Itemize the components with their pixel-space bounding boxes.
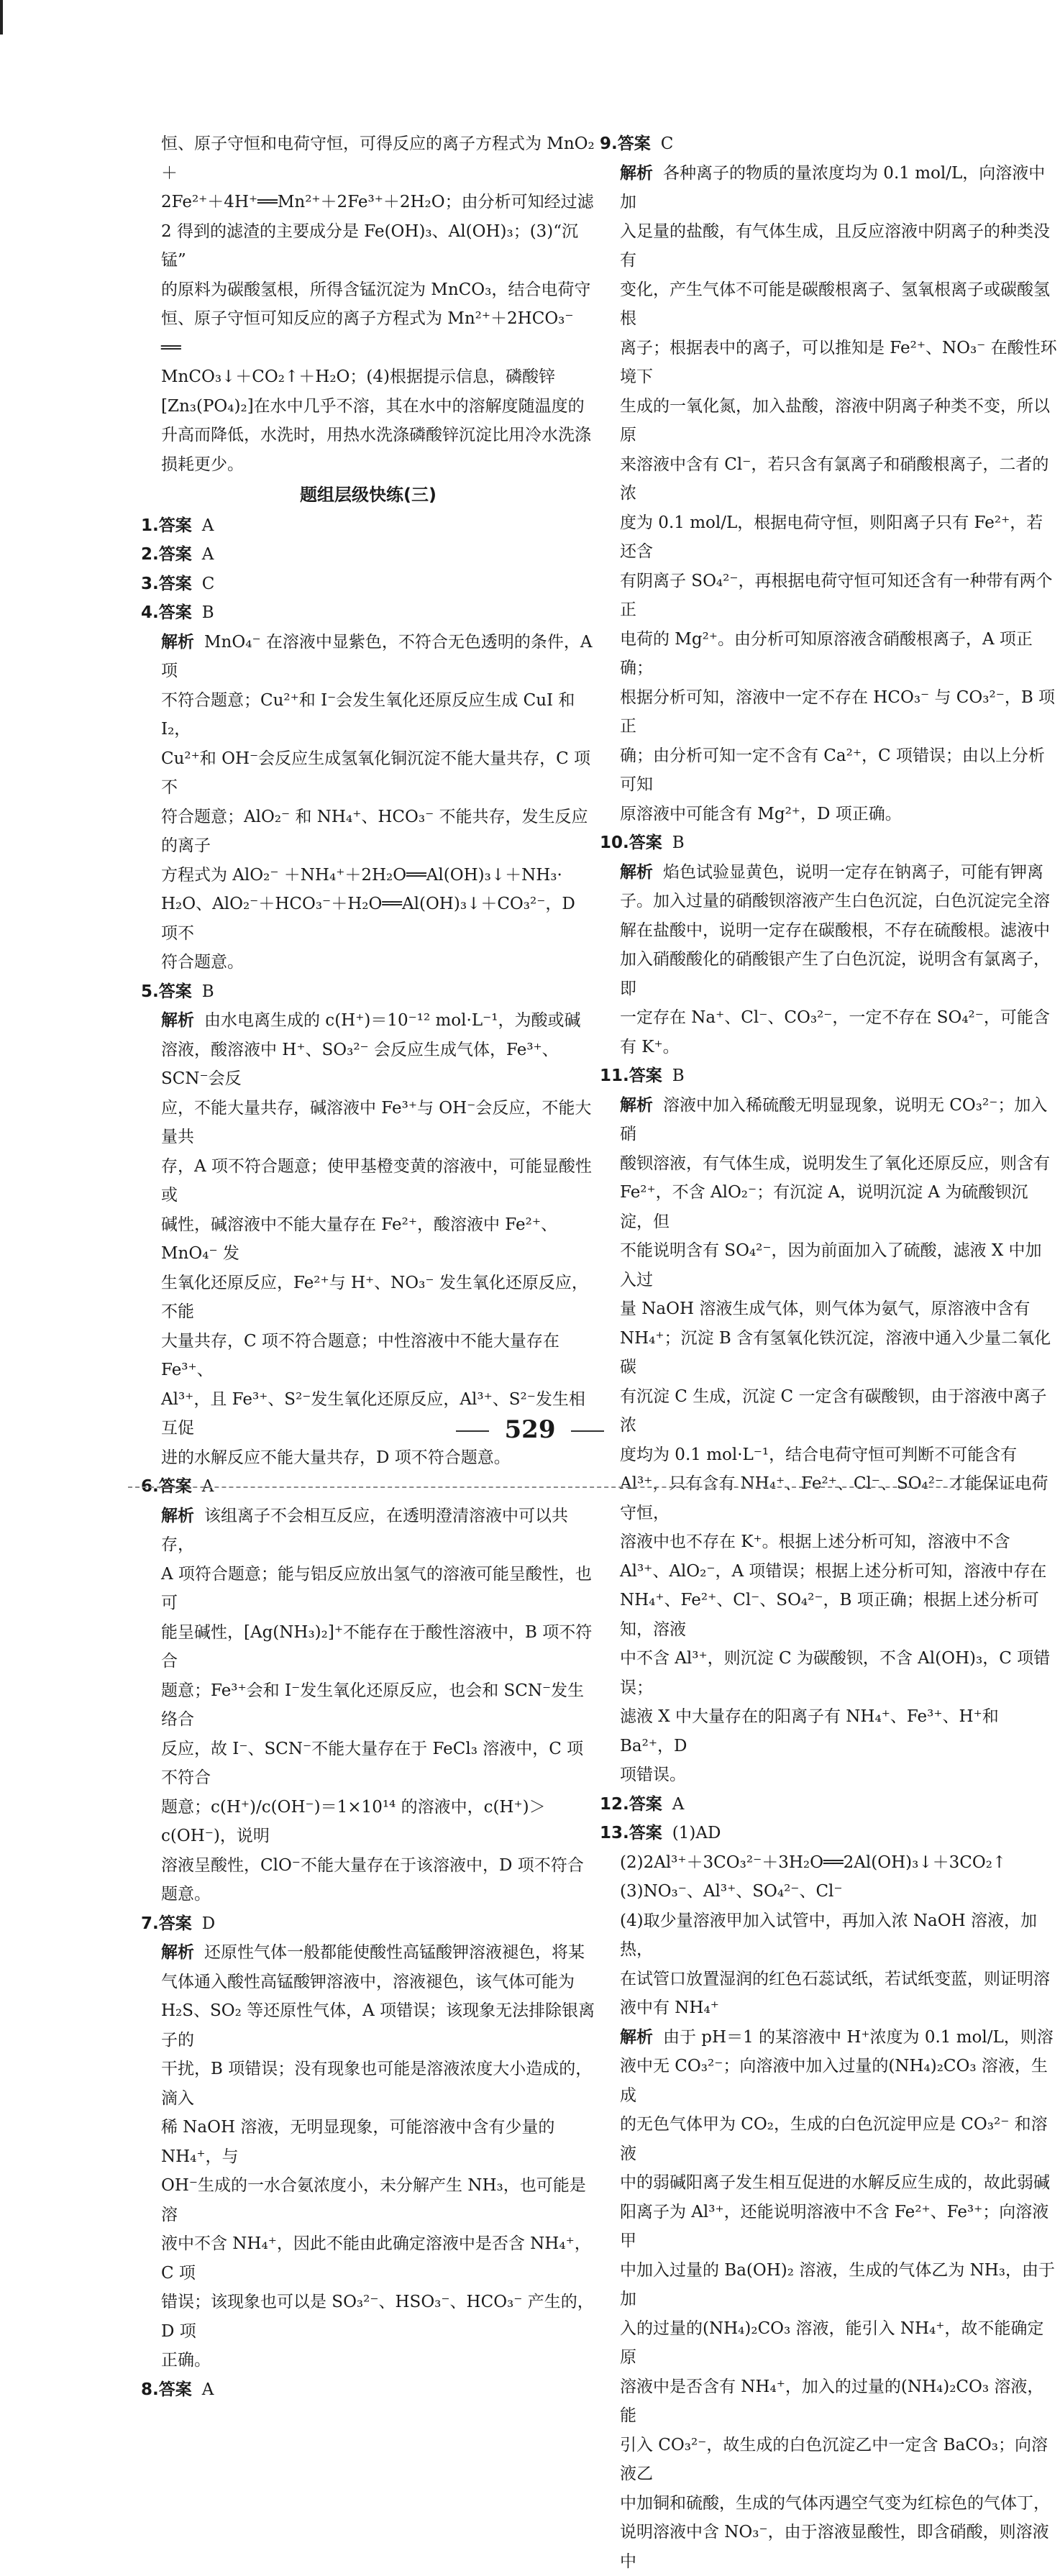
text-line: 正确。 xyxy=(141,2346,595,2375)
question-7-answer xyxy=(141,1909,595,1939)
text-line: 符合题意。 xyxy=(141,948,595,977)
footer-dash-right xyxy=(571,1430,604,1432)
answer-label: 答案 xyxy=(159,603,192,622)
question-number: 10. xyxy=(600,833,629,852)
left-column xyxy=(141,129,595,2404)
text-line: 入的过量的(NH₄)₂CO₃ 溶液，能引入 NH₄⁺，故不能确定原 xyxy=(600,2314,1057,2372)
text-line: 引入 CO₃²⁻，故生成的白色沉淀乙中一定含 BaCO₃；向溶液乙 xyxy=(600,2431,1057,2489)
text-line: OH⁻生成的一水合氨浓度小，未分解产生 NH₃，也可能是溶 xyxy=(141,2171,595,2229)
answer-value: A xyxy=(202,1477,214,1496)
text-line: 中不含 Al³⁺，则沉淀 C 为碳酸钡，不含 Al(OH)₃，C 项错误； xyxy=(600,1644,1057,1702)
text-line: 溶液呈酸性，ClO⁻不能大量存在于该溶液中，D 项不符合 xyxy=(141,1851,595,1881)
question-number: 7. xyxy=(141,1914,159,1933)
answer-label: 答案 xyxy=(159,982,192,1001)
text-line: 题意。 xyxy=(141,1880,595,1909)
text-line: 碱性，碱溶液中不能大量存在 Fe²⁺，酸溶液中 Fe²⁺、MnO₄⁻ 发 xyxy=(141,1210,595,1269)
text-line: 量 NaOH 溶液生成气体，则气体为氨气，原溶液中含有 xyxy=(600,1294,1057,1324)
question-5-analysis xyxy=(141,1006,595,1472)
text-line: (2)2Al³⁺＋3CO₃²⁻＋3H₂O══2Al(OH)₃↓＋3CO₂↑ xyxy=(600,1848,1057,1878)
question-9-analysis xyxy=(600,159,1057,829)
text-line: 大量共存，C 项不符合题意；中性溶液中不能大量存在 Fe³⁺、 xyxy=(141,1327,595,1385)
continued-explanation xyxy=(141,129,595,479)
text-line: (3)NO₃⁻、Al³⁺、SO₄²⁻、Cl⁻ xyxy=(600,1877,1057,1906)
text-line: 生氧化还原反应，Fe²⁺与 H⁺、NO₃⁻ 发生氧化还原反应，不能 xyxy=(141,1269,595,1327)
answer-label: 答案 xyxy=(629,1067,662,1085)
text-line: 恒、原子守恒和电荷守恒，可得反应的离子方程式为 MnO₂＋ xyxy=(141,129,595,188)
footer-dash-left xyxy=(456,1430,489,1432)
answer-value: A xyxy=(672,1795,685,1814)
answer-label: 答案 xyxy=(159,516,192,535)
answer-value: (1)AD xyxy=(672,1824,721,1842)
answer-label: 答案 xyxy=(159,2380,192,2399)
text-line: 错误；该现象也可以是 SO₃²⁻、HSO₃⁻、HCO₃⁻ 产生的，D 项 xyxy=(141,2288,595,2346)
answer-label: 答案 xyxy=(618,134,651,153)
text-line: 恒、原子守恒可知反应的离子方程式为 Mn²⁺＋2HCO₃⁻ ══ xyxy=(141,304,595,362)
text-line: 中的弱碱阳离子发生相互促进的水解反应生成的，故此弱碱 xyxy=(600,2168,1057,2198)
text-line xyxy=(141,1502,595,1560)
question-number: 11. xyxy=(600,1067,629,1085)
analysis-label: 解析 xyxy=(161,1011,194,1030)
page-number: 529 xyxy=(505,1415,556,1444)
text-span: 还原性气体一般都能使酸性高锰酸钾溶液褪色，将某 xyxy=(204,1943,585,1962)
text-line: 的原料为碳酸氢根，所得含锰沉淀为 MnCO₃，结合电荷守 xyxy=(141,275,595,305)
question-number: 6. xyxy=(141,1477,159,1496)
text-line: 原溶液中可能含有 Mg²⁺，D 项正确。 xyxy=(600,800,1057,829)
text-line: (4)取少量溶液甲加入试管中，再加入浓 NaOH 溶液，加热， xyxy=(600,1906,1057,1965)
text-line xyxy=(600,858,1057,887)
answer-value: B xyxy=(672,833,685,852)
text-line: 进的水解反应不能大量共存，D 项不符合题意。 xyxy=(141,1443,595,1473)
text-line: 稀 NaOH 溶液，无明显现象，可能溶液中含有少量的 NH₄⁺，与 xyxy=(141,2113,595,2171)
text-line: 离子；根据表中的离子，可以推知是 Fe²⁺、NO₃⁻ 在酸性环境下 xyxy=(600,334,1057,392)
text-line: Fe²⁺，不含 AlO₂⁻；有沉淀 A，说明沉淀 A 为硫酸钡沉淀，但 xyxy=(600,1178,1057,1236)
text-line xyxy=(141,628,595,686)
section-title: 题组层级快练(三) xyxy=(141,480,595,510)
question-number: 2. xyxy=(141,545,159,564)
answer-value: A xyxy=(202,545,214,564)
text-line: 应，不能大量共存，碱溶液中 Fe³⁺与 OH⁻会反应，不能大量共 xyxy=(141,1094,595,1152)
text-line: 有沉淀 C 生成，沉淀 C 一定含有碳酸钡，由于溶液中离子浓 xyxy=(600,1382,1057,1440)
page-edge-mark xyxy=(0,0,3,35)
text-line: 题意；c(H⁺)/c(OH⁻)＝1×10¹⁴ 的溶液中，c(H⁺)＞c(OH⁻)，说明 xyxy=(141,1793,595,1851)
text-line: 反应，故 I⁻、SCN⁻不能大量存在于 FeCl₃ 溶液中，C 项不符合 xyxy=(141,1735,595,1793)
text-line: 中加铜和硫酸，生成的气体丙遇空气变为红棕色的气体丁， xyxy=(600,2489,1057,2518)
answer-label: 答案 xyxy=(159,1477,192,1496)
text-line: 在试管口放置湿润的红色石蕊试纸，若试纸变蓝，则证明溶 xyxy=(600,1965,1057,1994)
text-line: 阳离子为 Al³⁺，还能说明溶液中不含 Fe²⁺、Fe³⁺；向溶液甲 xyxy=(600,2198,1057,2256)
question-10-answer xyxy=(600,828,1057,858)
text-line: 来溶液中含有 Cl⁻，若只含有氯离子和硝酸根离子，二者的浓 xyxy=(600,450,1057,508)
text-line: 电荷的 Mg²⁺。由分析可知原溶液含硝酸根离子，A 项正确； xyxy=(600,625,1057,683)
question-number: 5. xyxy=(141,982,159,1001)
text-line: 溶液中也不存在 K⁺。根据上述分析可知，溶液中不含 xyxy=(600,1527,1057,1557)
text-line: 子。加入过量的硝酸钡溶液产生白色沉淀，白色沉淀完全溶 xyxy=(600,887,1057,916)
text-line xyxy=(600,1091,1057,1149)
answer-label: 答案 xyxy=(159,575,192,593)
text-line: Cu²⁺和 OH⁻会反应生成氢氧化铜沉淀不能大量共存，C 项不 xyxy=(141,744,595,803)
text-line: 损耗更少。 xyxy=(141,450,595,480)
answer-label: 答案 xyxy=(629,1795,662,1814)
text-line: Al³⁺，只有含有 NH₄⁺、Fe²⁺、Cl⁻、SO₄²⁻ 才能保证电荷守恒， xyxy=(600,1469,1057,1527)
question-2-answer xyxy=(141,540,595,570)
analysis-label: 解析 xyxy=(161,633,194,652)
text-span: 溶液中加入稀硫酸无明显现象，说明无 CO₃²⁻；加入硝 xyxy=(620,1096,1047,1144)
text-line: 度为 0.1 mol/L，根据电荷守恒，则阳离子只有 Fe²⁺，若还含 xyxy=(600,508,1057,567)
answer-value: B xyxy=(202,603,214,622)
text-line: 液中无 CO₃²⁻；向溶液中加入过量的(NH₄)₂CO₃ 溶液，生成 xyxy=(600,2052,1057,2110)
question-3-answer xyxy=(141,570,595,599)
text-line: 根据分析可知，溶液中一定不存在 HCO₃⁻ 与 CO₃²⁻，B 项正 xyxy=(600,683,1057,741)
text-line xyxy=(600,2023,1057,2052)
text-line: 有阴离子 SO₄²⁻，再根据电荷守恒可知还含有一种带有两个正 xyxy=(600,567,1057,625)
text-line: 符合题意；AlO₂⁻ 和 NH₄⁺、HCO₃⁻ 不能共存，发生反应的离子 xyxy=(141,803,595,861)
text-line: 溶液，酸溶液中 H⁺、SO₃²⁻ 会反应生成气体，Fe³⁺、SCN⁻会反 xyxy=(141,1036,595,1094)
footer-divider xyxy=(128,1486,1020,1488)
answer-value: A xyxy=(202,2380,214,2399)
text-line: 度均为 0.1 mol·L⁻¹，结合电荷守恒可判断不可能含有 xyxy=(600,1440,1057,1470)
question-13-answer xyxy=(600,1819,1057,1848)
text-line: 题意；Fe³⁺会和 I⁻发生氧化还原反应，也会和 SCN⁻发生络合 xyxy=(141,1676,595,1735)
text-line: 液中有 NH₄⁺ xyxy=(600,1993,1057,2023)
question-1-answer xyxy=(141,511,595,541)
text-line: 液中不含 NH₄⁺，因此不能由此确定溶液中是否含 NH₄⁺，C 项 xyxy=(141,2229,595,2288)
text-line: Al³⁺，且 Fe³⁺、S²⁻发生氧化还原反应，Al³⁺、S²⁻发生相互促 xyxy=(141,1385,595,1443)
text-line: 加入硝酸酸化的硝酸银产生了白色沉淀，说明含有氯离子，即 xyxy=(600,945,1057,1003)
text-line: MnCO₃↓＋CO₂↑＋H₂O；(4)根据提示信息，磷酸锌 xyxy=(141,362,595,392)
text-line: 不符合题意；Cu²⁺和 I⁻会发生氧化还原反应生成 CuI 和 I₂， xyxy=(141,686,595,744)
text-line: NH₄⁺；沉淀 B 含有氢氧化铁沉淀，溶液中通入少量二氧化碳 xyxy=(600,1324,1057,1382)
text-line: [Zn₃(PO₄)₂]在水中几乎不溶，其在水中的溶解度随温度的 xyxy=(141,392,595,421)
question-9-answer xyxy=(600,129,1057,159)
text-line: 不能说明含有 SO₄²⁻，因为前面加入了硫酸，滤液 X 中加入过 xyxy=(600,1236,1057,1294)
text-line: 升高而降低，水洗时，用热水洗涤磷酸锌沉淀比用冷水洗涤 xyxy=(141,421,595,450)
text-line: 方程式为 AlO₂⁻ ＋NH₄⁺＋2H₂O══Al(OH)₃↓＋NH₃· xyxy=(141,861,595,890)
question-4-analysis xyxy=(141,628,595,977)
analysis-label: 解析 xyxy=(161,1943,194,1962)
answer-label: 答案 xyxy=(159,1914,192,1933)
text-line: 2Fe²⁺＋4H⁺══Mn²⁺＋2Fe³⁺＋2H₂O；由分析可知经过滤 xyxy=(141,188,595,217)
text-line: 变化，产生气体不可能是碳酸根离子、氢氧根离子或碳酸氢根 xyxy=(600,275,1057,334)
text-line: 项错误。 xyxy=(600,1760,1057,1790)
right-column xyxy=(600,129,1057,2576)
question-6-analysis xyxy=(141,1502,595,1909)
text-line: 酸钡溶液，有气体生成，说明发生了氧化还原反应，则含有 xyxy=(600,1149,1057,1179)
question-10-analysis xyxy=(600,858,1057,1062)
answer-label: 答案 xyxy=(629,833,662,852)
text-line: 存，A 项不符合题意；使甲基橙变黄的溶液中，可能显酸性或 xyxy=(141,1152,595,1210)
question-7-analysis xyxy=(141,1938,595,2375)
text-span: 由水电离生成的 c(H⁺)＝10⁻¹² mol·L⁻¹，为酸或碱 xyxy=(204,1011,580,1030)
answer-value: D xyxy=(202,1914,215,1933)
question-number: 8. xyxy=(141,2380,159,2399)
question-number: 3. xyxy=(141,575,159,593)
page-number-footer xyxy=(0,1415,1060,1444)
text-line: H₂S、SO₂ 等还原性气体，A 项错误；该现象无法排除银离子的 xyxy=(141,1996,595,2055)
text-line: 溶液中是否含有 NH₄⁺，加入的过量的(NH₄)₂CO₃ 溶液，能 xyxy=(600,2372,1057,2431)
text-line xyxy=(141,1006,595,1036)
answer-value: B xyxy=(672,1067,685,1085)
question-number: 9. xyxy=(600,134,618,153)
answer-label: 答案 xyxy=(629,1824,662,1842)
analysis-label: 解析 xyxy=(620,164,653,183)
text-span: 焰色试验显黄色，说明一定存在钠离子，可能有钾离 xyxy=(663,863,1043,882)
question-13-answer-lines xyxy=(600,1848,1057,2023)
question-5-answer xyxy=(141,977,595,1007)
text-line: 滤液 X 中大量存在的阳离子有 NH₄⁺、Fe³⁺、H⁺和 Ba²⁺，D xyxy=(600,1702,1057,1760)
question-8-answer xyxy=(141,2375,595,2405)
text-span: 该组离子不会相互反应，在透明澄清溶液中可以共存， xyxy=(161,1507,568,1555)
question-13-analysis xyxy=(600,2023,1057,2576)
text-line: NH₄⁺、Fe²⁺、Cl⁻、SO₄²⁻，B 项正确；根据上述分析可知，溶液 xyxy=(600,1586,1057,1644)
text-line: 干扰，B 项错误；没有现象也可能是溶液浓度大小造成的，滴入 xyxy=(141,2055,595,2113)
analysis-label: 解析 xyxy=(620,1096,653,1115)
question-12-answer xyxy=(600,1790,1057,1819)
answer-value: A xyxy=(202,516,214,535)
text-line: 中加入过量的 Ba(OH)₂ 溶液，生成的气体乙为 NH₃，由于加 xyxy=(600,2256,1057,2314)
text-line: 气体通入酸性高锰酸钾溶液中，溶液褪色，该气体可能为 xyxy=(141,1968,595,1997)
question-11-answer xyxy=(600,1061,1057,1091)
text-line: 能呈碱性，[Ag(NH₃)₂]⁺不能存在于酸性溶液中，B 项不符合 xyxy=(141,1618,595,1676)
text-line: Al³⁺、AlO₂⁻，A 项错误；根据上述分析可知，溶液中存在 xyxy=(600,1557,1057,1586)
question-number: 1. xyxy=(141,516,159,535)
text-line: 说明溶液中含 NO₃⁻，由于溶液显酸性，即含硝酸，则溶液中 xyxy=(600,2518,1057,2576)
analysis-label: 解析 xyxy=(620,2028,653,2047)
answer-value: C xyxy=(661,134,674,153)
question-number: 12. xyxy=(600,1795,629,1814)
text-span: 由于 pH＝1 的某溶液中 H⁺浓度为 0.1 mol/L，则溶 xyxy=(663,2028,1054,2047)
answer-label: 答案 xyxy=(159,545,192,564)
text-line: 入足量的盐酸，有气体生成，且反应溶液中阴离子的种类没有 xyxy=(600,217,1057,275)
question-number: 4. xyxy=(141,603,159,622)
text-line: 一定存在 Na⁺、Cl⁻、CO₃²⁻，一定不存在 SO₄²⁻，可能含有 K⁺。 xyxy=(600,1003,1057,1061)
text-line xyxy=(141,1938,595,1968)
text-line: H₂O、AlO₂⁻＋HCO₃⁻＋H₂O══Al(OH)₃↓＋CO₃²⁻，D 项不 xyxy=(141,890,595,948)
text-line: 生成的一氧化氮，加入盐酸，溶液中阴离子种类不变，所以原 xyxy=(600,392,1057,450)
question-4-answer xyxy=(141,598,595,628)
answer-value: B xyxy=(202,982,214,1001)
text-span: 各种离子的物质的量浓度均为 0.1 mol/L，向溶液中加 xyxy=(620,164,1045,212)
analysis-label: 解析 xyxy=(161,1507,194,1525)
text-line: 的无色气体甲为 CO₂，生成的白色沉淀甲应是 CO₃²⁻ 和溶液 xyxy=(600,2110,1057,2168)
analysis-label: 解析 xyxy=(620,863,653,882)
text-line xyxy=(600,159,1057,217)
question-number: 13. xyxy=(600,1824,629,1842)
text-line: 确；由分析可知一定不含有 Ca²⁺，C 项错误；由以上分析可知 xyxy=(600,741,1057,800)
answer-value: C xyxy=(202,575,215,593)
text-line: A 项符合题意；能与铝反应放出氢气的溶液可能呈酸性，也可 xyxy=(141,1560,595,1618)
text-span: MnO₄⁻ 在溶液中显紫色，不符合无色透明的条件，A 项 xyxy=(161,633,593,681)
text-line: 解在盐酸中，说明一定存在碳酸根，不存在硫酸根。滤液中 xyxy=(600,916,1057,946)
text-line: 2 得到的滤渣的主要成分是 Fe(OH)₃、Al(OH)₃；(3)“沉锰” xyxy=(141,217,595,275)
